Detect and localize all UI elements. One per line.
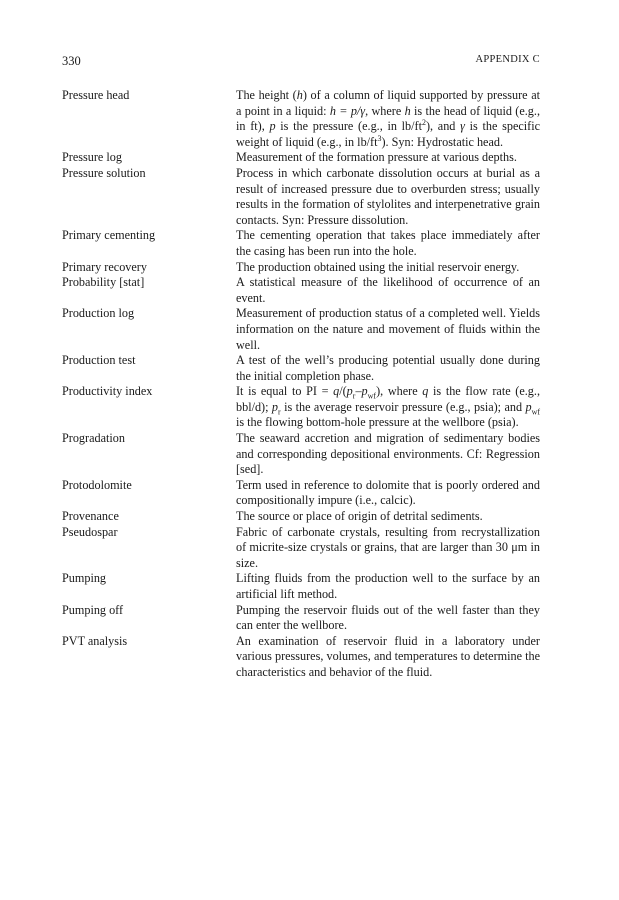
entry-definition: It is equal to PI = $q/(p_r-p_{wf})$, where q is the flow rate (e.g., bbl/d); $p_r$ is the average reservoir pressure (e.g., psia); and $p_{wf}$ is the flowing bottom-hole pressure at the wellbore (psia). — [236, 384, 541, 430]
entry-term: Pumping — [62, 571, 107, 586]
glossary-entry — [62, 228, 540, 259]
glossary-entry — [62, 166, 540, 228]
entry-definition: The cementing operation that takes place immediately after the casing has been run into the hole. — [236, 228, 540, 258]
glossary-entry — [62, 603, 540, 634]
entry-term: Pressure solution — [62, 165, 146, 180]
entry-definition: The height (h) of a column of liquid supported by pressure at a point in a liquid: h = p/γ, where h is the head of liquid (e.g., in ft), p is the pressure (e.g., in $lb/ft^2$), and γ is the specific weight of liquid (e.g., in $lb/ft^3$). Syn: Hydrostatic head. — [236, 88, 541, 149]
glossary-entry — [62, 525, 540, 572]
entry-definition: A test of the well’s producing potential usually done during the initial completion phase. — [236, 353, 540, 383]
entry-definition: Process in which carbonate dissolution occurs at burial as a result of increased pressure due to overburden stress; usually results in the formation of stylolites and interpenetrative grain contacts. Syn: Pressure dissolution. — [236, 165, 540, 227]
entry-term: Primary recovery — [62, 259, 147, 274]
entry-term: Primary cementing — [62, 228, 156, 243]
glossary-entry — [62, 384, 540, 431]
glossary-entry — [62, 431, 540, 478]
glossary-entry — [62, 260, 540, 276]
glossary-entries — [62, 88, 540, 681]
page-number: 330 — [62, 54, 81, 68]
entry-definition: A statistical measure of the likelihood of occurrence of an event. — [236, 275, 540, 305]
glossary-entry — [62, 634, 540, 681]
glossary-entry — [62, 509, 540, 525]
entry-definition: Pumping the reservoir fluids out of the well faster than they can enter the wellbore. — [236, 602, 540, 633]
running-head: APPENDIX C — [475, 54, 540, 65]
page-header — [62, 54, 540, 70]
entry-term: Protodolomite — [62, 477, 132, 492]
glossary-entry — [62, 306, 540, 353]
entry-definition: Term used in reference to dolomite that is poorly ordered and compositionally impure (i.e., calcic). — [236, 477, 540, 508]
glossary-entry — [62, 478, 540, 509]
glossary-entry — [62, 150, 540, 166]
entry-definition: An examination of reservoir fluid in a laboratory under various pressures, volumes, and temperatures to determine the characteristics and behavior of the fluid. — [236, 633, 540, 679]
glossary-entry — [62, 571, 540, 602]
entry-term: Productivity index — [62, 384, 153, 399]
entry-term: Production log — [62, 306, 135, 321]
entry-term: Production test — [62, 353, 136, 368]
entry-definition: The production obtained using the initial reservoir energy. — [236, 259, 520, 274]
entry-definition: Measurement of the formation pressure at various depths. — [236, 150, 517, 165]
entry-definition: Measurement of production status of a completed well. Yields information on the nature and movement of fluids within the well. — [236, 306, 540, 352]
entry-term: PVT analysis — [62, 633, 128, 648]
glossary-entry — [62, 88, 540, 150]
entry-term: Pumping off — [62, 602, 124, 617]
glossary-entry — [62, 353, 540, 384]
entry-term: Pressure head — [62, 88, 130, 102]
entry-term: Probability [stat] — [62, 275, 145, 290]
entry-definition: Lifting fluids from the production well to the surface by an artificial lift method. — [236, 571, 540, 601]
entry-definition: Fabric of carbonate crystals, resulting from recrystallization of micrite-size crystals or grains, that are larger than 30 μm in size. — [236, 524, 540, 570]
entry-term: Progradation — [62, 431, 125, 446]
entry-term: Pressure log — [62, 150, 122, 165]
entry-definition: The seaward accretion and migration of sedimentary bodies and corresponding depositional environments. Cf: Regression [sed]. — [236, 431, 540, 477]
entry-term: Provenance — [62, 509, 119, 524]
entry-definition: The source or place of origin of detrital sediments. — [236, 509, 483, 524]
glossary-entry — [62, 275, 540, 306]
entry-term: Pseudospar — [62, 524, 118, 539]
